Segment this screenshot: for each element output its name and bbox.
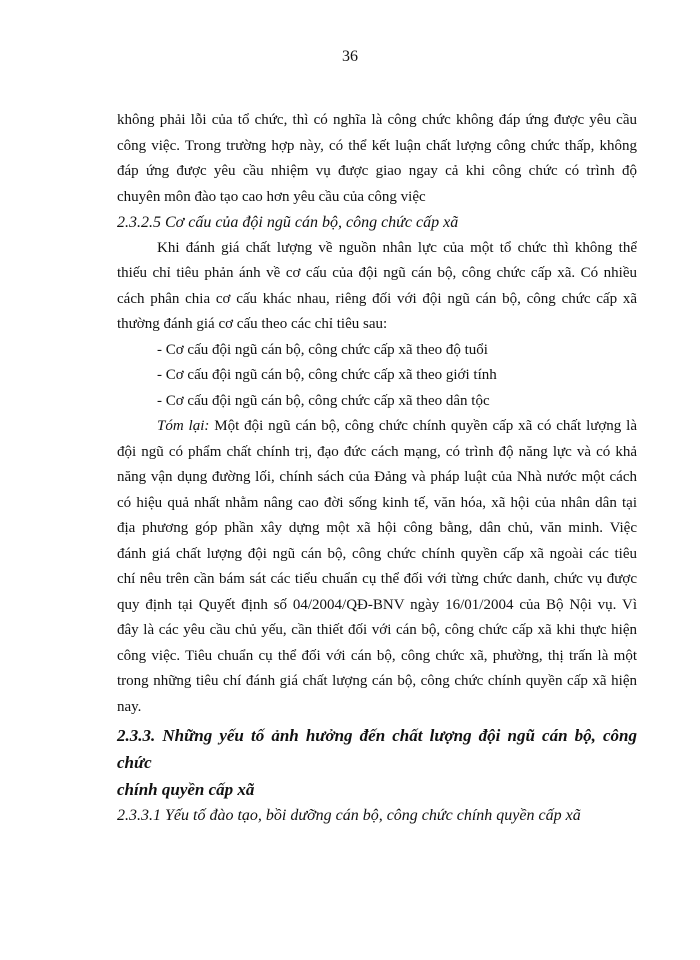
text-line: có hiệu quả nhất nhằm nâng cao đời sống kinh tế, văn hóa, xã hội của nhân dân tại: [117, 494, 637, 511]
paragraph-continuation: [117, 108, 637, 210]
text-line: công việc. Trong trường hợp này, có thể kết luận chất lượng công chức thấp, không: [117, 137, 637, 154]
text-line: quy định tại Quyết định số 04/2004/QĐ-BNV ngày 16/01/2004 của Bộ Nội vụ. Vì: [117, 596, 637, 613]
text-line: chí nêu trên cần bám sát các tiểu chuẩn cụ thể đối với từng chức danh, chức vụ được: [117, 571, 637, 587]
criteria-list: [117, 338, 637, 415]
text-line: công việc. Tiêu chuẩn cụ thể đối với cán bộ, công chức xã, phường, thị trấn là một: [117, 647, 637, 664]
text-line: đáp ứng được yêu cầu nhiệm vụ được giao ngay cả khi công chức có trình độ: [117, 163, 637, 179]
text-line: cách phân chia cơ cấu khác nhau, riêng đối với đội ngũ cán bộ, công chức cấp xã: [117, 290, 637, 307]
section-heading-2325: 2.3.2.5 Cơ cấu của đội ngũ cán bộ, công chức cấp xã: [117, 214, 459, 231]
section-heading-2331: 2.3.3.1 Yếu tố đào tạo, bồi dưỡng cán bộ, công chức chính quyền cấp xã: [117, 807, 581, 824]
heading-line: 2.3.3. Những yếu tố ảnh hưởng đến chất lượng đội ngũ cán bộ, công chức: [117, 726, 637, 772]
summary-label: Tóm lại:: [157, 418, 210, 434]
list-item: - Cơ cấu đội ngũ cán bộ, công chức cấp xã theo độ tuổi: [157, 341, 488, 358]
text-line: địa phương góp phần xây dựng một xã hội công bằng, dân chủ, văn minh. Việc: [117, 520, 637, 536]
text-line: năng vận dụng đường lối, chính sách của Đảng và pháp luật của Nhà nước một cách: [117, 469, 637, 485]
section-heading-233: [117, 722, 637, 803]
paragraph-structure: [117, 236, 637, 338]
heading-line: chính quyền cấp xã: [117, 780, 255, 799]
text-line: đội ngũ có phẩm chất chính trị, đạo đức cách mạng, có trình độ năng lực và có khả: [117, 443, 637, 460]
text-line: đánh giá chất lượng đội ngũ cán bộ, công chức chính quyền cấp xã ngoài các tiêu: [117, 545, 637, 562]
list-item: - Cơ cấu đội ngũ cán bộ, công chức cấp xã theo dân tộc: [157, 392, 490, 409]
text-line: Khi đánh giá chất lượng về nguồn nhân lực của một tổ chức thì không thể: [157, 239, 637, 256]
paragraph-summary: [117, 414, 637, 720]
text-line: đây là các yêu cầu chủ yếu, cần thiết đối với cán bộ, công chức cấp xã khi thực hiện: [117, 622, 637, 638]
summary-first-text: Một đội ngũ cán bộ, công chức chính quyền cấp xã có chất lượng là: [209, 418, 637, 434]
page-number: 36: [342, 48, 358, 65]
text-line: [117, 414, 637, 440]
text-line: chuyên môn đào tạo cao hơn yêu cầu của công việc: [117, 188, 426, 205]
text-line: thường đánh giá cơ cấu theo các chỉ tiêu sau:: [117, 316, 388, 332]
list-item: - Cơ cấu đội ngũ cán bộ, công chức cấp xã theo giới tính: [157, 367, 497, 383]
text-line: trong những tiêu chí đánh giá chất lượng cán bộ, công chức chính quyền cấp xã hiện: [117, 673, 637, 689]
text-line: thiếu chỉ tiêu phản ánh về cơ cấu của đội ngũ cán bộ, công chức cấp xã. Có nhiều: [117, 265, 637, 281]
page-content: [117, 108, 637, 829]
text-line: không phải lỗi của tổ chức, thì có nghĩa là công chức không đáp ứng được yêu cầu: [117, 112, 637, 128]
text-line: nay.: [117, 698, 142, 715]
